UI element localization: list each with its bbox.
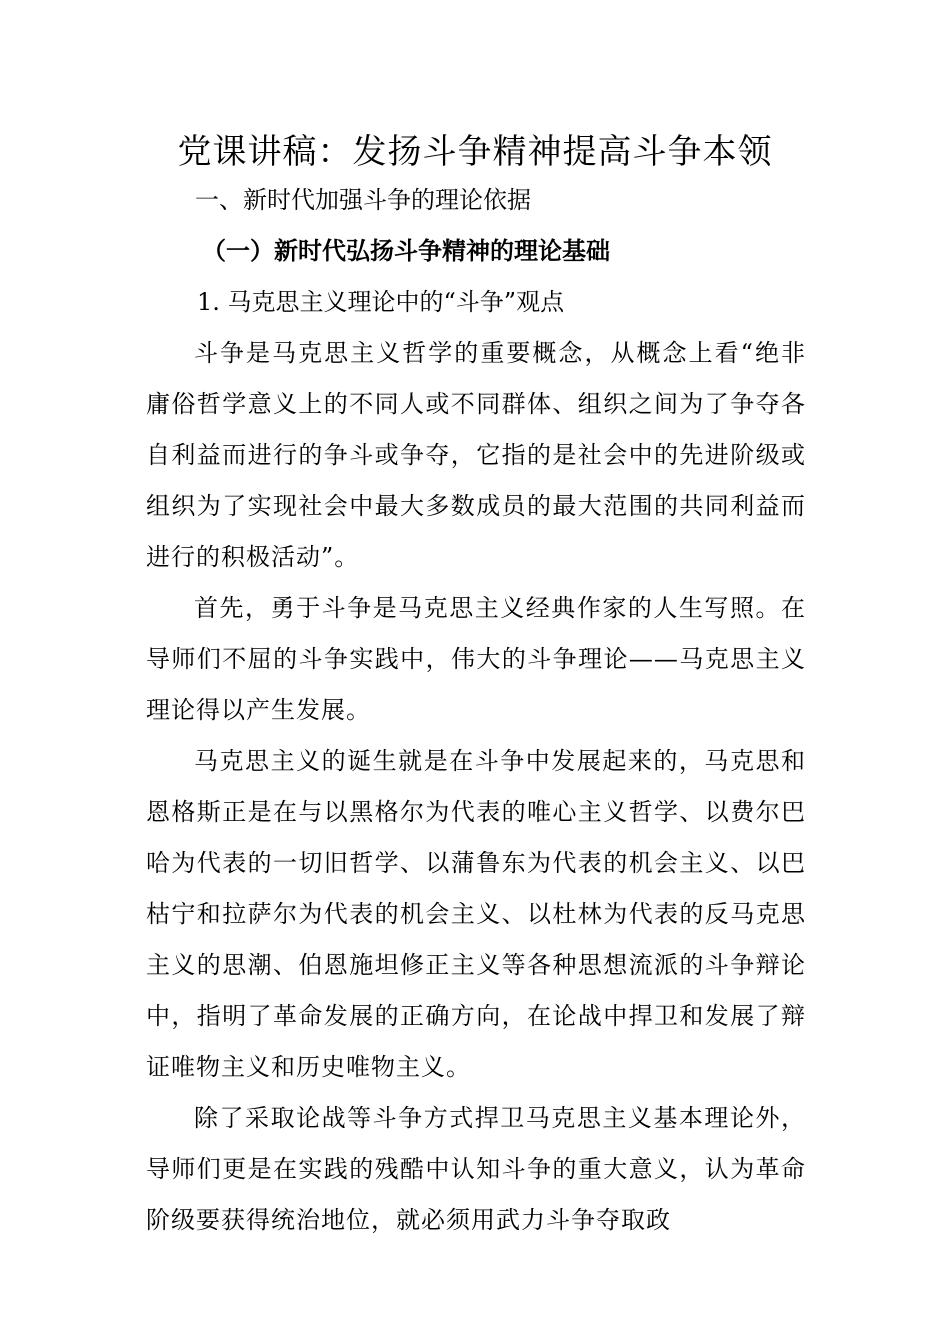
document-title: 党课讲稿：发扬斗争精神提高斗争本领 — [177, 132, 773, 172]
section-heading: 一、新时代加强斗争的理论依据 — [195, 186, 531, 214]
subsection-heading: （一）新时代弘扬斗争精神的理论基础 — [202, 237, 610, 265]
item-heading: 1. 马克思主义理论中的“斗争”观点 — [197, 288, 565, 316]
body-paragraph: 除了采取论战等斗争方式捍卫马克思主义基本理论外，导师们更是在实践的残酷中认知斗争的重大意义，认为革命阶级要获得统治地位，就必须用武力斗争夺取政 — [146, 1104, 806, 1234]
body-paragraph: 马克思主义的诞生就是在斗争中发展起来的，马克思和恩格斯正是在与以黑格尔为代表的唯心主义哲学、以费尔巴哈为代表的一切旧哲学、以蒲鲁东为代表的机会主义、以巴枯宁和拉萨尔为代表的机会主义、以杜林为代表的反马克思主义的思潮、伯恩施坦修正主义等各种思想流派的斗争辩论中，指明了革命发展的正确方向，在论战中捍卫和发展了辩证唯物主义和历史唯物主义。 — [146, 747, 806, 1081]
body-paragraph: 斗争是马克思主义哲学的重要概念，从概念上看“绝非庸俗哲学意义上的不同人或不同群体、组织之间为了争夺各自利益而进行的争斗或争夺，它指的是社会中的先进阶级或组织为了实现社会中最大多数成员的最大范围的共同利益而进行的积极活动”。 — [146, 339, 806, 571]
body-paragraph: 首先，勇于斗争是马克思主义经典作家的人生写照。在导师们不屈的斗争实践中，伟大的斗争理论——马克思主义理论得以产生发展。 — [146, 594, 806, 724]
